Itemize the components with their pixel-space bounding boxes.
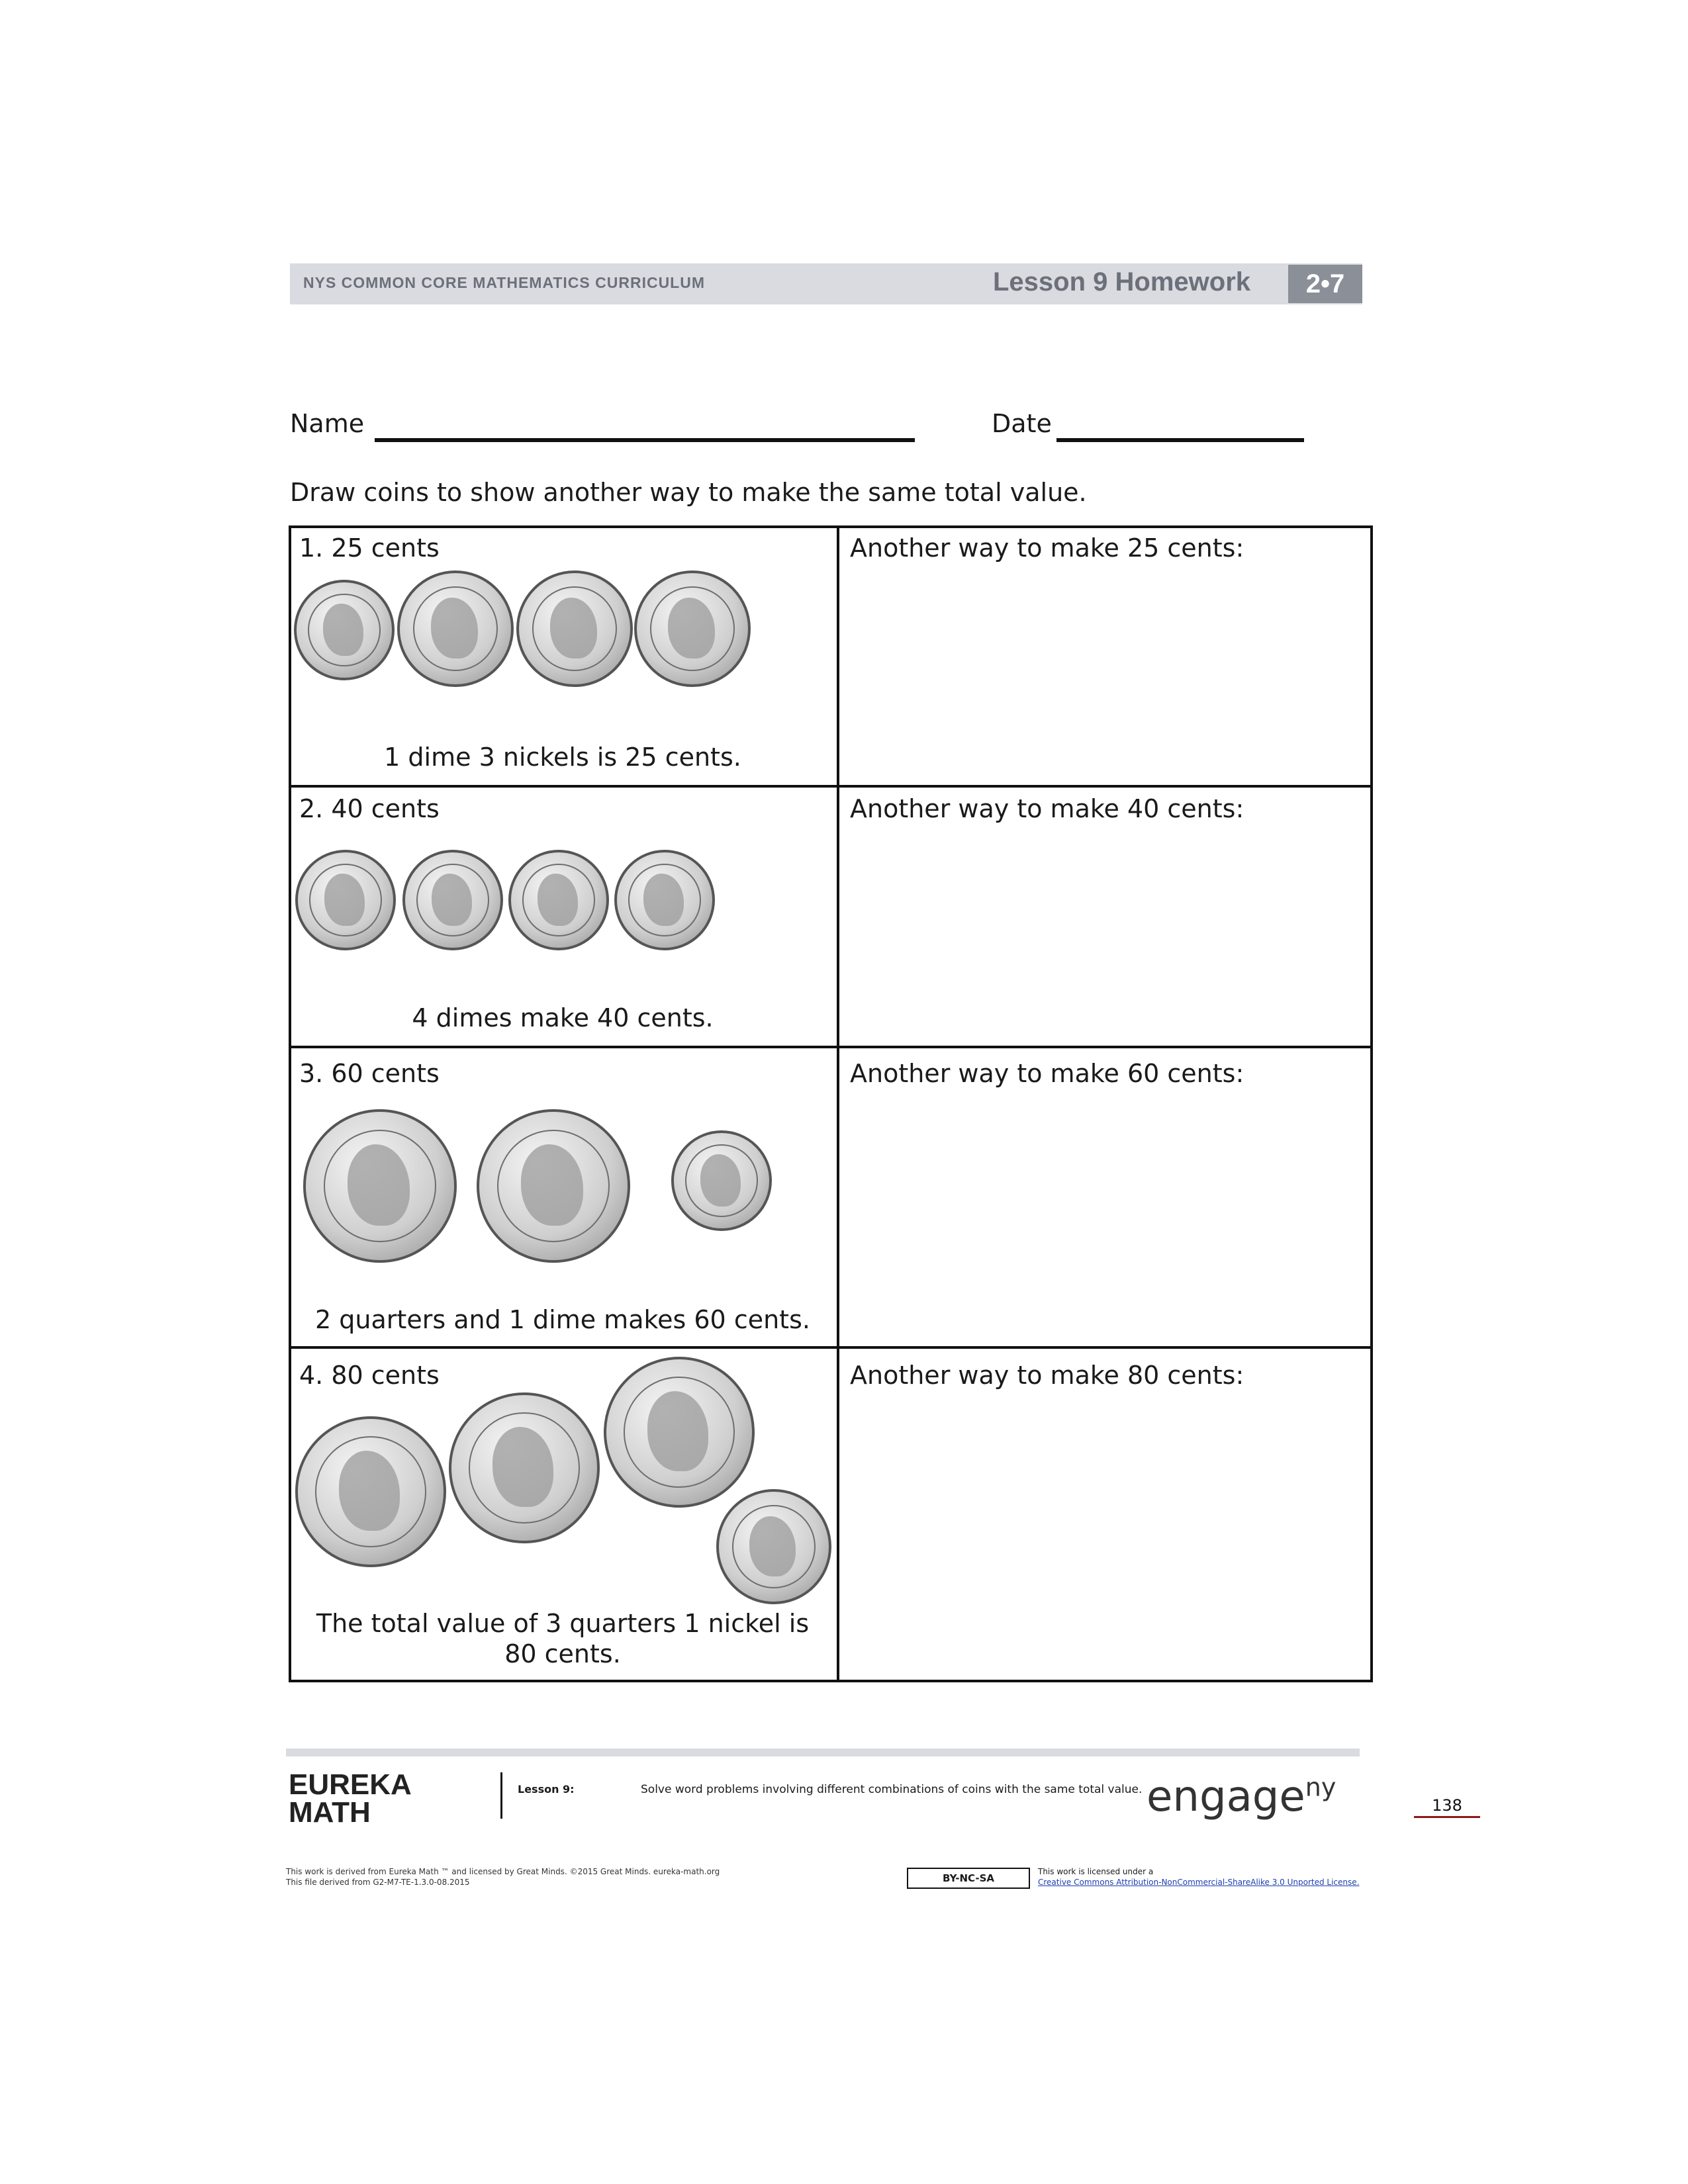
dime-icon xyxy=(671,1130,772,1231)
credit-line-1: This work is derived from Eureka Math ™ and licensed by Great Minds. ©2015 Great Minds. eureka-math.org xyxy=(286,1867,720,1876)
footer-bar xyxy=(286,1749,1360,1756)
footer-lesson-description: Solve word problems involving different combinations of coins with the same total value. xyxy=(641,1783,1143,1796)
problem-3-answer-area[interactable] xyxy=(841,1096,1370,1343)
license-intro: This work is licensed under a xyxy=(1038,1867,1154,1876)
quarter-icon xyxy=(295,1416,446,1567)
nickel-icon xyxy=(397,570,514,687)
curriculum-title: NYS COMMON CORE MATHEMATICS CURRICULUM xyxy=(303,274,706,291)
problem-2-caption: 4 dimes make 40 cents. xyxy=(412,1003,714,1032)
problem-4-title: 4. 80 cents xyxy=(299,1361,440,1390)
engage-text: engage xyxy=(1147,1772,1305,1821)
problem-1-answer-area[interactable] xyxy=(841,569,1370,782)
quarter-icon xyxy=(303,1109,457,1263)
license-text xyxy=(1038,1866,1359,1888)
quarter-icon xyxy=(449,1392,600,1543)
quarter-icon xyxy=(604,1357,755,1508)
license-link[interactable]: Creative Commons Attribution-NonCommercial-ShareAlike 3.0 Unported License. xyxy=(1038,1878,1360,1887)
problem-4-answer-area[interactable] xyxy=(841,1396,1370,1677)
nickel-icon xyxy=(716,1489,831,1604)
instructions: Draw coins to show another way to make the same total value. xyxy=(290,478,1087,507)
date-line[interactable] xyxy=(1056,438,1304,442)
name-label: Name xyxy=(290,409,365,438)
problem-1-caption: 1 dime 3 nickels is 25 cents. xyxy=(384,743,741,772)
problem-4-prompt: Another way to make 80 cents: xyxy=(850,1361,1244,1390)
nickel-icon xyxy=(516,570,633,687)
dime-icon xyxy=(294,580,395,680)
footer-separator xyxy=(500,1772,502,1819)
problem-3-caption: 2 quarters and 1 dime makes 60 cents. xyxy=(315,1305,810,1334)
problem-1-title: 1. 25 cents xyxy=(299,533,440,563)
dime-icon xyxy=(402,850,503,950)
nickel-icon xyxy=(634,570,751,687)
footer-lesson-label: Lesson 9: xyxy=(518,1783,575,1796)
problem-2-answer-area[interactable] xyxy=(841,831,1370,1043)
problem-1-prompt: Another way to make 25 cents: xyxy=(850,533,1244,563)
problem-2-prompt: Another way to make 40 cents: xyxy=(850,794,1244,823)
engage-sup: ny xyxy=(1305,1772,1336,1802)
quarter-icon xyxy=(477,1109,630,1263)
creative-commons-badge: BY-NC-SA xyxy=(907,1868,1030,1889)
row-divider xyxy=(289,785,1373,788)
table-bottom-border xyxy=(289,1680,1373,1682)
row-divider xyxy=(289,1046,1373,1048)
name-line[interactable] xyxy=(375,438,915,442)
page-number: 138 xyxy=(1414,1796,1480,1818)
problem-3-title: 3. 60 cents xyxy=(299,1059,440,1088)
dime-icon xyxy=(614,850,715,950)
row-divider xyxy=(289,1346,1373,1349)
credit-line-2: This file derived from G2-M7-TE-1.3.0-08.2015 xyxy=(286,1878,470,1887)
dime-icon xyxy=(295,850,396,950)
problem-3-prompt: Another way to make 60 cents: xyxy=(850,1059,1244,1088)
date-label: Date xyxy=(992,409,1052,438)
column-divider xyxy=(837,525,839,1682)
dime-icon xyxy=(508,850,609,950)
lesson-title: Lesson 9 Homework xyxy=(993,267,1251,296)
problem-2-title: 2. 40 cents xyxy=(299,794,440,823)
grade-module-badge: 2•7 xyxy=(1288,265,1362,303)
eureka-math-logo: EUREKA MATH xyxy=(289,1768,412,1829)
problem-4-caption: The total value of 3 quarters 1 nickel is 80 cents. xyxy=(316,1609,810,1668)
credit-text xyxy=(286,1866,720,1888)
engageny-logo xyxy=(1147,1772,1336,1821)
